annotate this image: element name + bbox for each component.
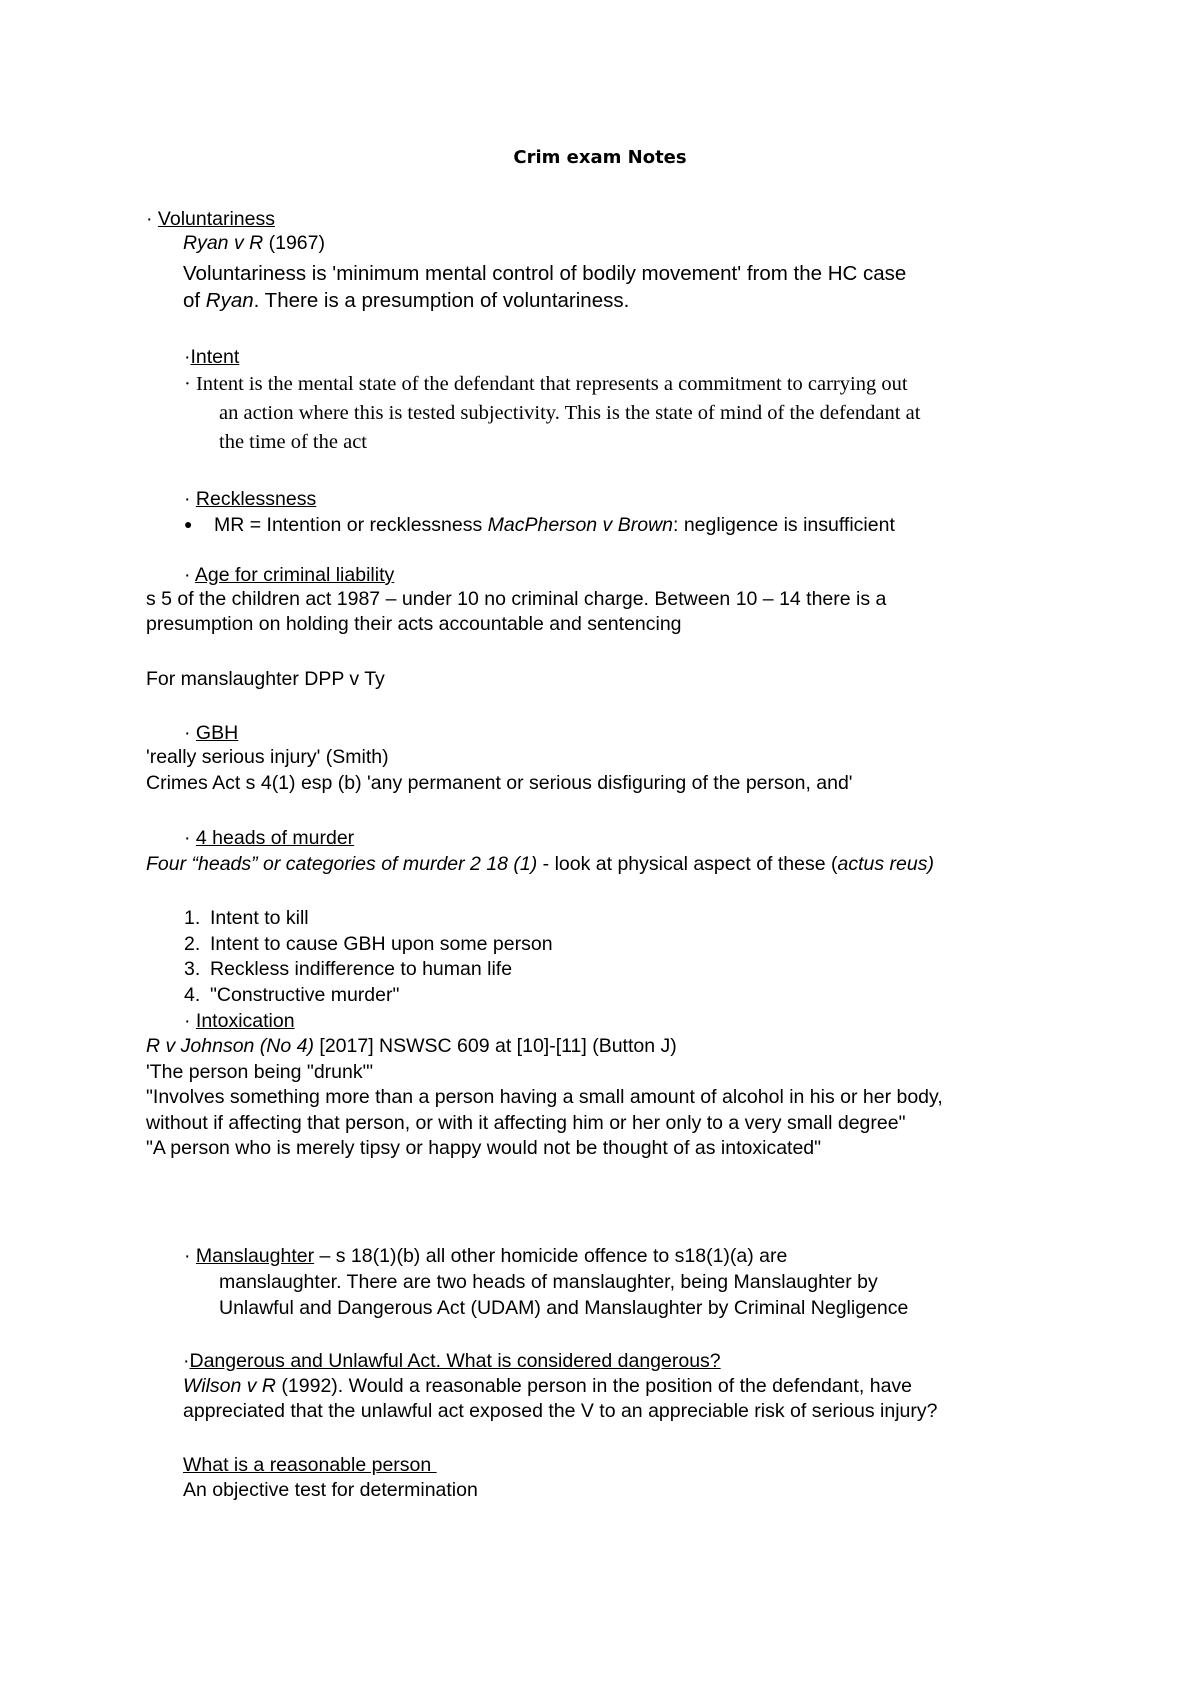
voluntariness-line-1: Voluntariness is 'minimum mental control of bodily movement' from the HC case bbox=[183, 262, 907, 285]
list-text: Intent to kill bbox=[210, 907, 309, 929]
recklessness-bullet-line bbox=[184, 512, 895, 537]
intent-line-1: · Intent is the mental state of the defendant that represents a commitment to carrying out bbox=[184, 373, 908, 395]
recklessness-heading-line bbox=[184, 487, 316, 511]
ryan-case-line bbox=[183, 231, 325, 255]
voluntariness-line-2 bbox=[183, 289, 629, 313]
bullet-dot: · bbox=[184, 1245, 196, 1267]
intoxication-line-4: without if affecting that person, or with it affecting him or her only to a very small degree" bbox=[146, 1112, 906, 1134]
gbh-line-1: 'really serious injury' (Smith) bbox=[146, 746, 389, 768]
murder-intro-italic: Four “heads” or categories of murder 2 18 (1) bbox=[146, 853, 538, 875]
intent-line-2: an action where this is tested subjectivity. This is the state of mind of the defendant at bbox=[219, 402, 921, 424]
manslaughter-line-2: manslaughter. There are two heads of manslaughter, being Manslaughter by bbox=[219, 1271, 878, 1293]
intoxication-line-3: "Involves something more than a person having a small amount of alcohol in his or her body, bbox=[146, 1086, 943, 1108]
bullet-icon: ● bbox=[184, 516, 193, 532]
case-name-ryan-inline: Ryan bbox=[205, 289, 254, 312]
list-text: "Constructive murder" bbox=[210, 984, 400, 1006]
list-number: 4. bbox=[184, 984, 201, 1006]
gbh-heading-line bbox=[184, 721, 238, 745]
voluntariness-heading: Voluntariness bbox=[157, 208, 275, 230]
age-line-1: s 5 of the children act 1987 – under 10 no criminal charge. Between 10 – 14 there is a bbox=[146, 588, 887, 610]
murder-heading-line bbox=[184, 826, 354, 850]
bullet-dot: · bbox=[184, 722, 196, 744]
intoxication-heading: Intoxication bbox=[195, 1010, 295, 1032]
gbh-heading: GBH bbox=[195, 722, 239, 744]
text-fragment: - look at physical aspect of these ( bbox=[537, 853, 838, 875]
intent-heading-line bbox=[184, 345, 239, 369]
case-name-macpherson: MacPherson v Brown bbox=[487, 514, 673, 536]
text-fragment: – s 18(1)(b) all other homicide offence to s18(1)(a) are bbox=[314, 1245, 788, 1267]
age-line-2: presumption on holding their acts accountable and sentencing bbox=[146, 613, 682, 635]
bullet-dot: · bbox=[184, 827, 196, 849]
text-fragment: (1992). Would a reasonable person in the position of the defendant, have bbox=[276, 1375, 913, 1397]
murder-intro-line bbox=[146, 852, 934, 876]
actus-reus-italic: actus reus) bbox=[837, 853, 934, 875]
text-fragment: : negligence is insufficient bbox=[673, 514, 895, 536]
intent-line-3: the time of the act bbox=[219, 431, 367, 453]
bullet-dot: · bbox=[184, 1010, 196, 1032]
manslaughter-heading-line bbox=[184, 1244, 787, 1268]
intoxication-line-5: "A person who is merely tipsy or happy would not be thought of as intoxicated" bbox=[146, 1137, 822, 1159]
wilson-case-line bbox=[183, 1374, 912, 1398]
manslaughter-heading: Manslaughter bbox=[195, 1245, 315, 1267]
intent-heading: Intent bbox=[190, 346, 240, 368]
intoxication-line-2: 'The person being "drunk"' bbox=[146, 1061, 374, 1083]
list-item bbox=[184, 932, 553, 956]
manslaughter-line-3: Unlawful and Dangerous Act (UDAM) and Manslaughter by Criminal Negligence bbox=[219, 1297, 909, 1319]
text-fragment: [2017] NSWSC 609 at [10]-[11] (Button J) bbox=[314, 1035, 677, 1057]
list-item bbox=[184, 906, 309, 930]
list-item bbox=[184, 983, 399, 1007]
page-title: Crim exam Notes bbox=[513, 147, 687, 168]
gbh-line-2: Crimes Act s 4(1) esp (b) 'any permanent or serious disfiguring of the person, and' bbox=[146, 772, 853, 794]
list-item bbox=[184, 957, 512, 981]
case-name-wilson: Wilson v R bbox=[183, 1375, 277, 1397]
dangerous-heading: Dangerous and Unlawful Act. What is considered dangerous? bbox=[189, 1350, 721, 1372]
bullet-dot: · bbox=[146, 208, 158, 230]
manslaughter-dpp-line: For manslaughter DPP v Ty bbox=[146, 668, 385, 690]
bullet-dot: · bbox=[184, 564, 195, 586]
bullet-dot: · bbox=[183, 1350, 190, 1372]
case-name-johnson: R v Johnson (No 4) bbox=[146, 1035, 314, 1057]
age-heading: Age for criminal liability bbox=[194, 564, 395, 586]
intoxication-heading-line bbox=[184, 1009, 295, 1033]
age-heading-line bbox=[184, 563, 394, 587]
reasonable-person-heading bbox=[183, 1453, 437, 1477]
reasonable-heading-text: What is a reasonable person bbox=[183, 1454, 437, 1476]
murder-heading: 4 heads of murder bbox=[195, 827, 355, 849]
list-number: 2. bbox=[184, 933, 201, 955]
reasonable-line-1: An objective test for determination bbox=[183, 1479, 478, 1501]
voluntariness-heading-line bbox=[146, 207, 275, 231]
text-fragment: . There is a presumption of voluntariness. bbox=[253, 289, 630, 312]
text-fragment: of bbox=[183, 289, 206, 312]
dangerous-heading-line bbox=[183, 1349, 721, 1373]
recklessness-heading: Recklessness bbox=[195, 488, 317, 510]
case-name-ryan: Ryan v R bbox=[183, 232, 264, 254]
bullet-dot: · bbox=[184, 346, 191, 368]
case-year: (1967) bbox=[263, 232, 325, 254]
johnson-case-line bbox=[146, 1034, 677, 1058]
bullet-dot: · bbox=[184, 488, 196, 510]
list-number: 1. bbox=[184, 907, 201, 929]
text-fragment: MR = Intention or recklessness bbox=[214, 514, 488, 536]
list-number: 3. bbox=[184, 958, 201, 980]
dangerous-line-2: appreciated that the unlawful act exposed the V to an appreciable risk of serious injury? bbox=[183, 1400, 938, 1422]
list-text: Reckless indifference to human life bbox=[210, 958, 513, 980]
list-text: Intent to cause GBH upon some person bbox=[210, 933, 553, 955]
